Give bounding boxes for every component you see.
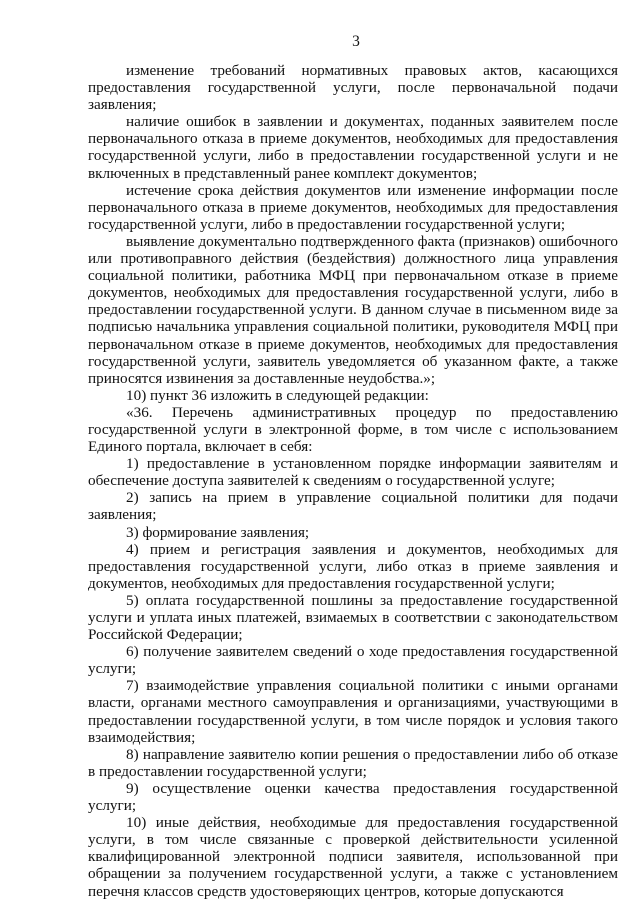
paragraph: наличие ошибок в заявлении и документах, поданных заявителем после первоначального отказа в приеме документов, необходимых для предоставления государственной услуги, либо в предоставлении государственной услуги и не включенных в представленный ранее комплект документов; (88, 113, 618, 182)
list-item: 7) взаимодействие управления социальной политики с иными органами власти, органами местного самоуправления и организациями, участвующими в предоставлении государственной услуги, в том числе порядок и условия такого взаимодействия; (88, 677, 618, 746)
list-item: 3) формирование заявления; (126, 523, 310, 541)
paragraph: «36. Перечень административных процедур по предоставлению государственной услуги в электронной форме, в том числе с использованием Единого портала, включает в себя: (88, 403, 618, 456)
list-item: 5) оплата государственной пошлины за предоставление государственной услуги и уплата иных платежей, взимаемых в соответствии с законодательством Российской Федерации; (88, 591, 618, 644)
paragraph: выявление документально подтвержденного факта (признаков) ошибочного или противоправного действия (бездействия) должностного лица управления социальной политики, работника МФЦ при первоначальном отказе в приеме документов, необходимых для предоставления государственной услуги, либо в предоставлении государственной услуги. В данном случае в письменном виде за подписью начальника управления социальной политики, руководителя МФЦ при первоначальном отказе в приеме документов, необходимых для предоставления государственной услуги, заявитель уведомляется об указанном факте, а также приносятся извинения за доставленные неудобства.»; (88, 232, 618, 387)
list-item: 10) иные действия, необходимые для предоставления государственной услуги, в том числе связанные с проверкой действительности усиленной квалифицированной электронной подписи заявителя, использованной при обращении за получением государственной услуги, а также с установлением перечня классов средств удостоверяющих центров, которые допускаются (88, 814, 618, 900)
list-item: 1) предоставление в установленном порядке информации заявителям и обеспечение доступа заявителей к сведениям о государственной услуге; (88, 455, 618, 490)
list-item: 4) прием и регистрация заявления и документов, необходимых для предоставления государственной услуги, либо отказ в приеме заявления и документов, необходимых для предоставления государственной услуги; (88, 540, 618, 592)
document-body (88, 62, 618, 900)
paragraph: истечение срока действия документов или изменение информации после первоначального отказа в приеме документов, необходимых для предоставления государственной услуги, либо в предоставлении государственной услуги; (88, 181, 618, 233)
paragraph: 10) пункт 36 изложить в следующей редакции: (126, 386, 429, 404)
list-item: 9) осуществление оценки качества предоставления государственной услуги; (88, 779, 618, 815)
paragraph: изменение требований нормативных правовых актов, касающихся предоставления государственной услуги, после первоначальной подачи заявления; (88, 62, 618, 114)
list-item: 6) получение заявителем сведений о ходе предоставления государственной услуги; (88, 643, 618, 678)
page-number: 3 (352, 33, 360, 50)
list-item: 8) направление заявителю копии решения о предоставлении либо об отказе в предоставлении государственной услуги; (88, 745, 618, 780)
list-item: 2) запись на прием в управление социальной политики для подачи заявления; (88, 489, 618, 524)
